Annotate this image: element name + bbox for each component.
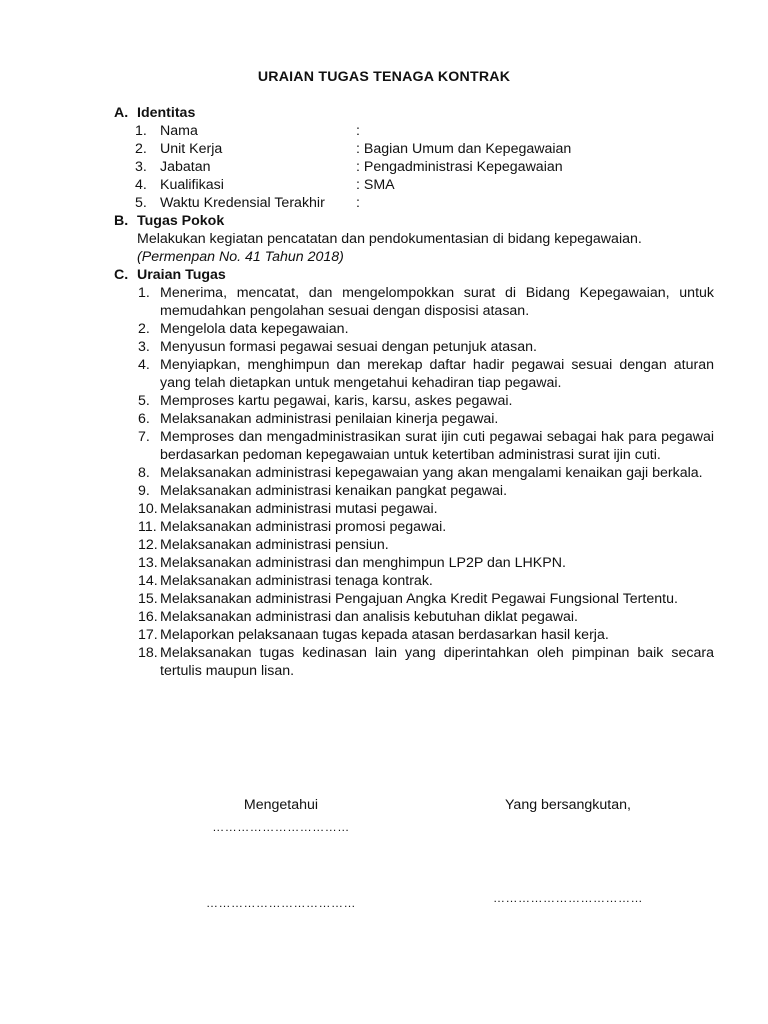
task-item — [114, 500, 714, 518]
identity-row — [114, 140, 714, 158]
task-text: Melaksanakan administrasi dan menghimpun LP2P dan LHKPN. — [160, 555, 566, 571]
identity-list — [114, 122, 714, 212]
field-label: Kualifikasi — [160, 177, 224, 193]
task-number: 7. — [138, 429, 150, 445]
task-number: 4. — [138, 357, 150, 373]
task-text: Memproses kartu pegawai, karis, karsu, askes pegawai. — [160, 393, 513, 409]
task-text: Melaksanakan administrasi promosi pegawai. — [160, 519, 447, 535]
task-text: Melaksanakan administrasi kenaikan pangkat pegawai. — [160, 483, 508, 499]
task-number: 16. — [138, 609, 158, 625]
section-c-heading — [114, 266, 714, 284]
task-number: 17. — [138, 627, 158, 643]
signature-block-left — [196, 796, 366, 912]
task-item — [114, 572, 714, 590]
task-number: 14. — [138, 573, 158, 589]
field-value: : — [356, 195, 360, 211]
main-duty-text: Melakukan kegiatan pencatatan dan pendokumentasian di bidang kepegawaian. — [137, 231, 642, 247]
field-label: Jabatan — [160, 159, 211, 175]
task-number: 3. — [138, 339, 150, 355]
task-text: Melaksanakan administrasi pensiun. — [160, 537, 389, 553]
task-number: 10. — [138, 501, 158, 517]
task-item — [114, 338, 714, 356]
task-item — [114, 464, 714, 482]
field-value: : — [356, 123, 360, 139]
section-letter: B. — [114, 213, 129, 229]
row-number: 1. — [135, 123, 147, 139]
task-item — [114, 410, 714, 428]
task-number: 11. — [138, 519, 157, 535]
task-number: 15. — [138, 591, 158, 607]
document-title: URAIAN TUGAS TENAGA KONTRAK — [257, 69, 511, 85]
task-item — [114, 518, 714, 536]
task-item — [114, 428, 714, 464]
task-number: 1. — [138, 285, 150, 301]
identity-row — [114, 158, 714, 176]
row-number: 3. — [135, 159, 147, 175]
section-title: Identitas — [137, 105, 196, 121]
document-body — [114, 104, 714, 680]
task-text: Melaporkan pelaksanaan tugas kepada atasan berdasarkan hasil kerja. — [160, 627, 609, 643]
concerned-label: Yang bersangkutan, — [505, 797, 631, 813]
section-a-heading — [114, 104, 714, 122]
task-item — [114, 284, 714, 320]
task-text: Melaksanakan administrasi tenaga kontrak. — [160, 573, 433, 589]
acknowledged-label: Mengetahui — [243, 797, 319, 813]
task-text: Melaksanakan administrasi Pengajuan Angka Kredit Pegawai Fungsional Tertentu. — [160, 591, 678, 607]
task-number: 9. — [138, 483, 150, 499]
task-item — [114, 482, 714, 500]
task-text: Melaksanakan administrasi dan analisis kebutuhan diklat pegawai. — [160, 609, 578, 625]
task-text: Memproses dan mengadministrasikan surat ijin cuti pegawai sebagai hak para pegawai berdasarkan pedoman kepegawaian untuk ketertiban administrasi surat ijin cuti. — [160, 429, 714, 463]
identity-row — [114, 176, 714, 194]
field-label: Nama — [160, 123, 198, 139]
signature-line: ……………………………… — [493, 891, 643, 905]
task-item — [114, 644, 714, 680]
row-number: 4. — [135, 177, 147, 193]
task-text: Menyusun formasi pegawai sesuai dengan petunjuk atasan. — [160, 339, 538, 355]
task-item — [114, 626, 714, 644]
task-number: 12. — [138, 537, 158, 553]
signature-line: ……………………………… — [206, 896, 356, 910]
signature-line: …………………………… — [212, 820, 350, 834]
task-text: Menerima, mencatat, dan mengelompokkan surat di Bidang Kepegawaian, untuk memudahkan pengolahan sesuai dengan disposisi atasan. — [160, 285, 714, 319]
task-item — [114, 608, 714, 626]
task-number: 6. — [138, 411, 150, 427]
task-text: Menyiapkan, menghimpun dan merekap daftar hadir pegawai sesuai dengan aturan yang telah dietapkan untuk mengetahui kehadiran tiap pegawai. — [160, 357, 714, 391]
task-text: Melaksanakan administrasi kepegawaian yang akan mengalami kenaikan gaji berkala. — [160, 465, 703, 481]
signature-block-right — [470, 796, 666, 907]
task-list — [114, 284, 714, 680]
identity-row — [114, 194, 714, 212]
task-item — [114, 356, 714, 392]
field-value: : Bagian Umum dan Kepegawaian — [356, 141, 572, 157]
task-item — [114, 554, 714, 572]
row-number: 5. — [135, 195, 147, 211]
task-text: Mengelola data kepegawaian. — [160, 321, 349, 337]
task-number: 13. — [138, 555, 158, 571]
task-item — [114, 590, 714, 608]
task-text: Melaksanakan administrasi mutasi pegawai. — [160, 501, 438, 517]
task-number: 18. — [138, 645, 158, 661]
row-number: 2. — [135, 141, 147, 157]
section-title: Tugas Pokok — [137, 213, 225, 229]
identity-row — [114, 122, 714, 140]
task-item — [114, 536, 714, 554]
field-value: : Pengadministrasi Kepegawaian — [356, 159, 563, 175]
task-number: 2. — [138, 321, 150, 337]
field-value: : SMA — [356, 177, 395, 193]
task-text: Melaksanakan administrasi penilaian kinerja pegawai. — [160, 411, 499, 427]
task-item — [114, 392, 714, 410]
task-item — [114, 320, 714, 338]
task-number: 5. — [138, 393, 150, 409]
field-label: Waktu Kredensial Terakhir — [160, 195, 325, 211]
regulation-reference: (Permenpan No. 41 Tahun 2018) — [137, 249, 344, 265]
section-b-heading — [114, 212, 714, 230]
task-number: 8. — [138, 465, 150, 481]
section-letter: C. — [114, 267, 129, 283]
section-title: Uraian Tugas — [137, 267, 226, 283]
task-text: Melaksanakan tugas kedinasan lain yang diperintahkan oleh pimpinan baik secara tertulis maupun lisan. — [160, 645, 714, 679]
field-label: Unit Kerja — [160, 141, 223, 157]
section-letter: A. — [114, 105, 129, 121]
